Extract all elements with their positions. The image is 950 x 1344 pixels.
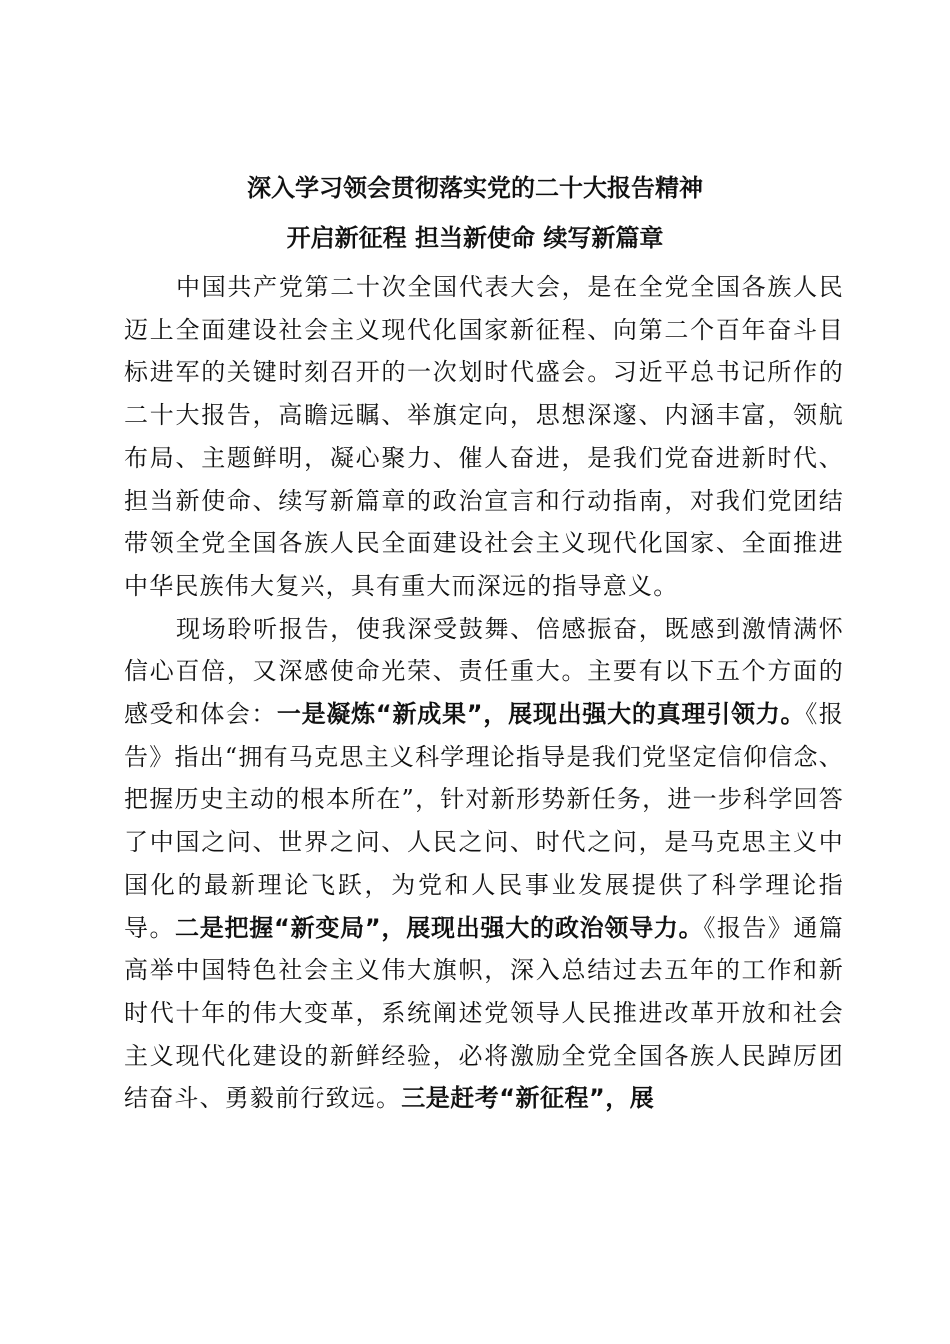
document-title-line-2: 开启新征程 担当新使命 续写新篇章: [286, 223, 664, 252]
document-title-line-1: 深入学习领会贯彻落实党的二十大报告精神: [247, 173, 703, 202]
paragraph-2-intro: 现场聆听报告，使我深受鼓舞、倍感振奋，既感到激情满怀信心百倍，又深感使命光荣、责任重大。主要有以下五个方面的感受和体会：: [124, 614, 844, 729]
paragraph-2: [124, 608, 844, 1120]
point-2-heading: 二是把握“新变局”，展现出强大的政治领导力。: [174, 913, 704, 942]
point-1-text: 《报告》指出“拥有马克思主义科学理论指导是我们党坚定信仰信念、把握历史主动的根本所在”，针对新形势新任务，进一步科学回答了中国之问、世界之问、人民之问、时代之问，是马克思主义中国化的最新理论飞跃，为党和人民事业发展提供了科学理论指导。: [124, 700, 844, 942]
paragraph-1: 中国共产党第二十次全国代表大会，是在全党全国各族人民迈上全面建设社会主义现代化国家新征程、向第二个百年奋斗目标进军的关键时刻召开的一次划时代盛会。习近平总书记所作的二十大报告，高瞻远瞩、举旗定向，思想深邃、内涵丰富，领航布局、主题鲜明，凝心聚力、催人奋进，是我们党奋进新时代、担当新使命、续写新篇章的政治宣言和行动指南，对我们党团结带领全党全国各族人民全面建设社会主义现代化国家、全面推进中华民族伟大复兴，具有重大而深远的指导意义。: [124, 273, 844, 600]
point-1-heading: 一是凝炼“新成果”，展现出强大的真理引领力。: [276, 700, 806, 729]
document-body: [124, 266, 844, 1120]
point-2-text: 《报告》通篇高举中国特色社会主义伟大旗帜，深入总结过去五年的工作和新时代十年的伟大变革，系统阐述党领导人民推进改革开放和社会主义现代化建设的新鲜经验，必将激励全党全国各族人民踔厉团结奋斗、勇毅前行致远。: [124, 913, 845, 1113]
point-3-heading: 三是赶考“新征程”，展: [401, 1084, 655, 1113]
